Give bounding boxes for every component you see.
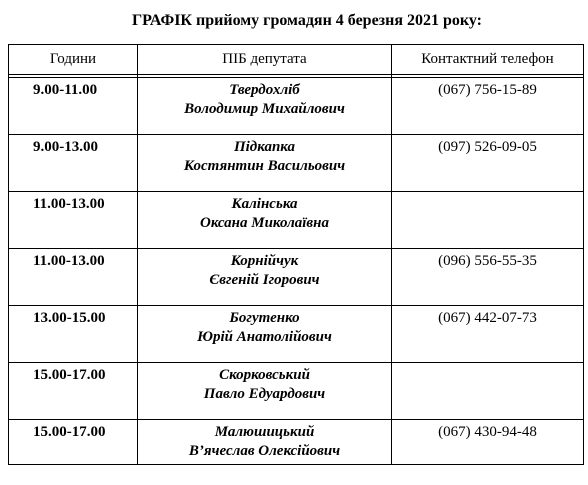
- deputy-surname: Малюшицький: [214, 424, 315, 440]
- hours-cell: 11.00-13.00: [9, 249, 138, 306]
- phone-cell: (067) 430-94-48: [392, 420, 584, 465]
- deputy-given-names: Євгеній Ігорович: [209, 272, 320, 288]
- deputy-name-cell: [138, 363, 392, 420]
- table-header-row: [9, 45, 584, 75]
- deputy-name-cell: [138, 192, 392, 249]
- hours-cell: 15.00-17.00: [9, 363, 138, 420]
- hours-cell: 9.00-13.00: [9, 135, 138, 192]
- page-title: ГРАФІК прийому громадян 4 березня 2021 року:: [132, 12, 482, 29]
- deputy-surname: Калінська: [231, 196, 298, 212]
- deputy-name-cell: [138, 420, 392, 465]
- table-row: [9, 249, 584, 306]
- phone-cell: (097) 526-09-05: [392, 135, 584, 192]
- phone-cell: [392, 192, 584, 249]
- deputy-surname: Твердохліб: [229, 82, 300, 98]
- table-row: [9, 78, 584, 135]
- deputy-given-names: Павло Едуардович: [203, 386, 326, 402]
- phone-cell: (067) 756-15-89: [392, 78, 584, 135]
- table-row: [9, 363, 584, 420]
- deputy-name-cell: [138, 249, 392, 306]
- table-row: [9, 135, 584, 192]
- deputy-surname: Підкапка: [233, 139, 296, 155]
- table-row: [9, 306, 584, 363]
- schedule-table: [8, 44, 584, 465]
- header-deputy-name: ПІБ депутата: [138, 45, 392, 75]
- table-row: [9, 420, 584, 465]
- deputy-surname: Скорковський: [219, 367, 310, 383]
- table-row: [9, 192, 584, 249]
- deputy-name-cell: [138, 306, 392, 363]
- hours-cell: 9.00-11.00: [9, 78, 138, 135]
- deputy-given-names: Юрій Анатолійович: [197, 329, 332, 345]
- header-contact-phone: Контактний телефон: [392, 45, 584, 75]
- deputy-given-names: В’ячеслав Олексійович: [188, 443, 341, 459]
- deputy-given-names: Костянтин Васильович: [183, 158, 346, 174]
- hours-cell: 13.00-15.00: [9, 306, 138, 363]
- deputy-surname: Богутенко: [229, 310, 300, 326]
- header-hours: Години: [9, 45, 138, 75]
- deputy-name-cell: [138, 78, 392, 135]
- hours-cell: 15.00-17.00: [9, 420, 138, 465]
- deputy-surname: Корнійчук: [230, 253, 299, 269]
- phone-cell: (067) 442-07-73: [392, 306, 584, 363]
- deputy-given-names: Оксана Миколаївна: [200, 215, 329, 231]
- deputy-name-cell: [138, 135, 392, 192]
- phone-cell: [392, 363, 584, 420]
- deputy-given-names: Володимир Михайлович: [184, 101, 345, 117]
- phone-cell: (096) 556-55-35: [392, 249, 584, 306]
- hours-cell: 11.00-13.00: [9, 192, 138, 249]
